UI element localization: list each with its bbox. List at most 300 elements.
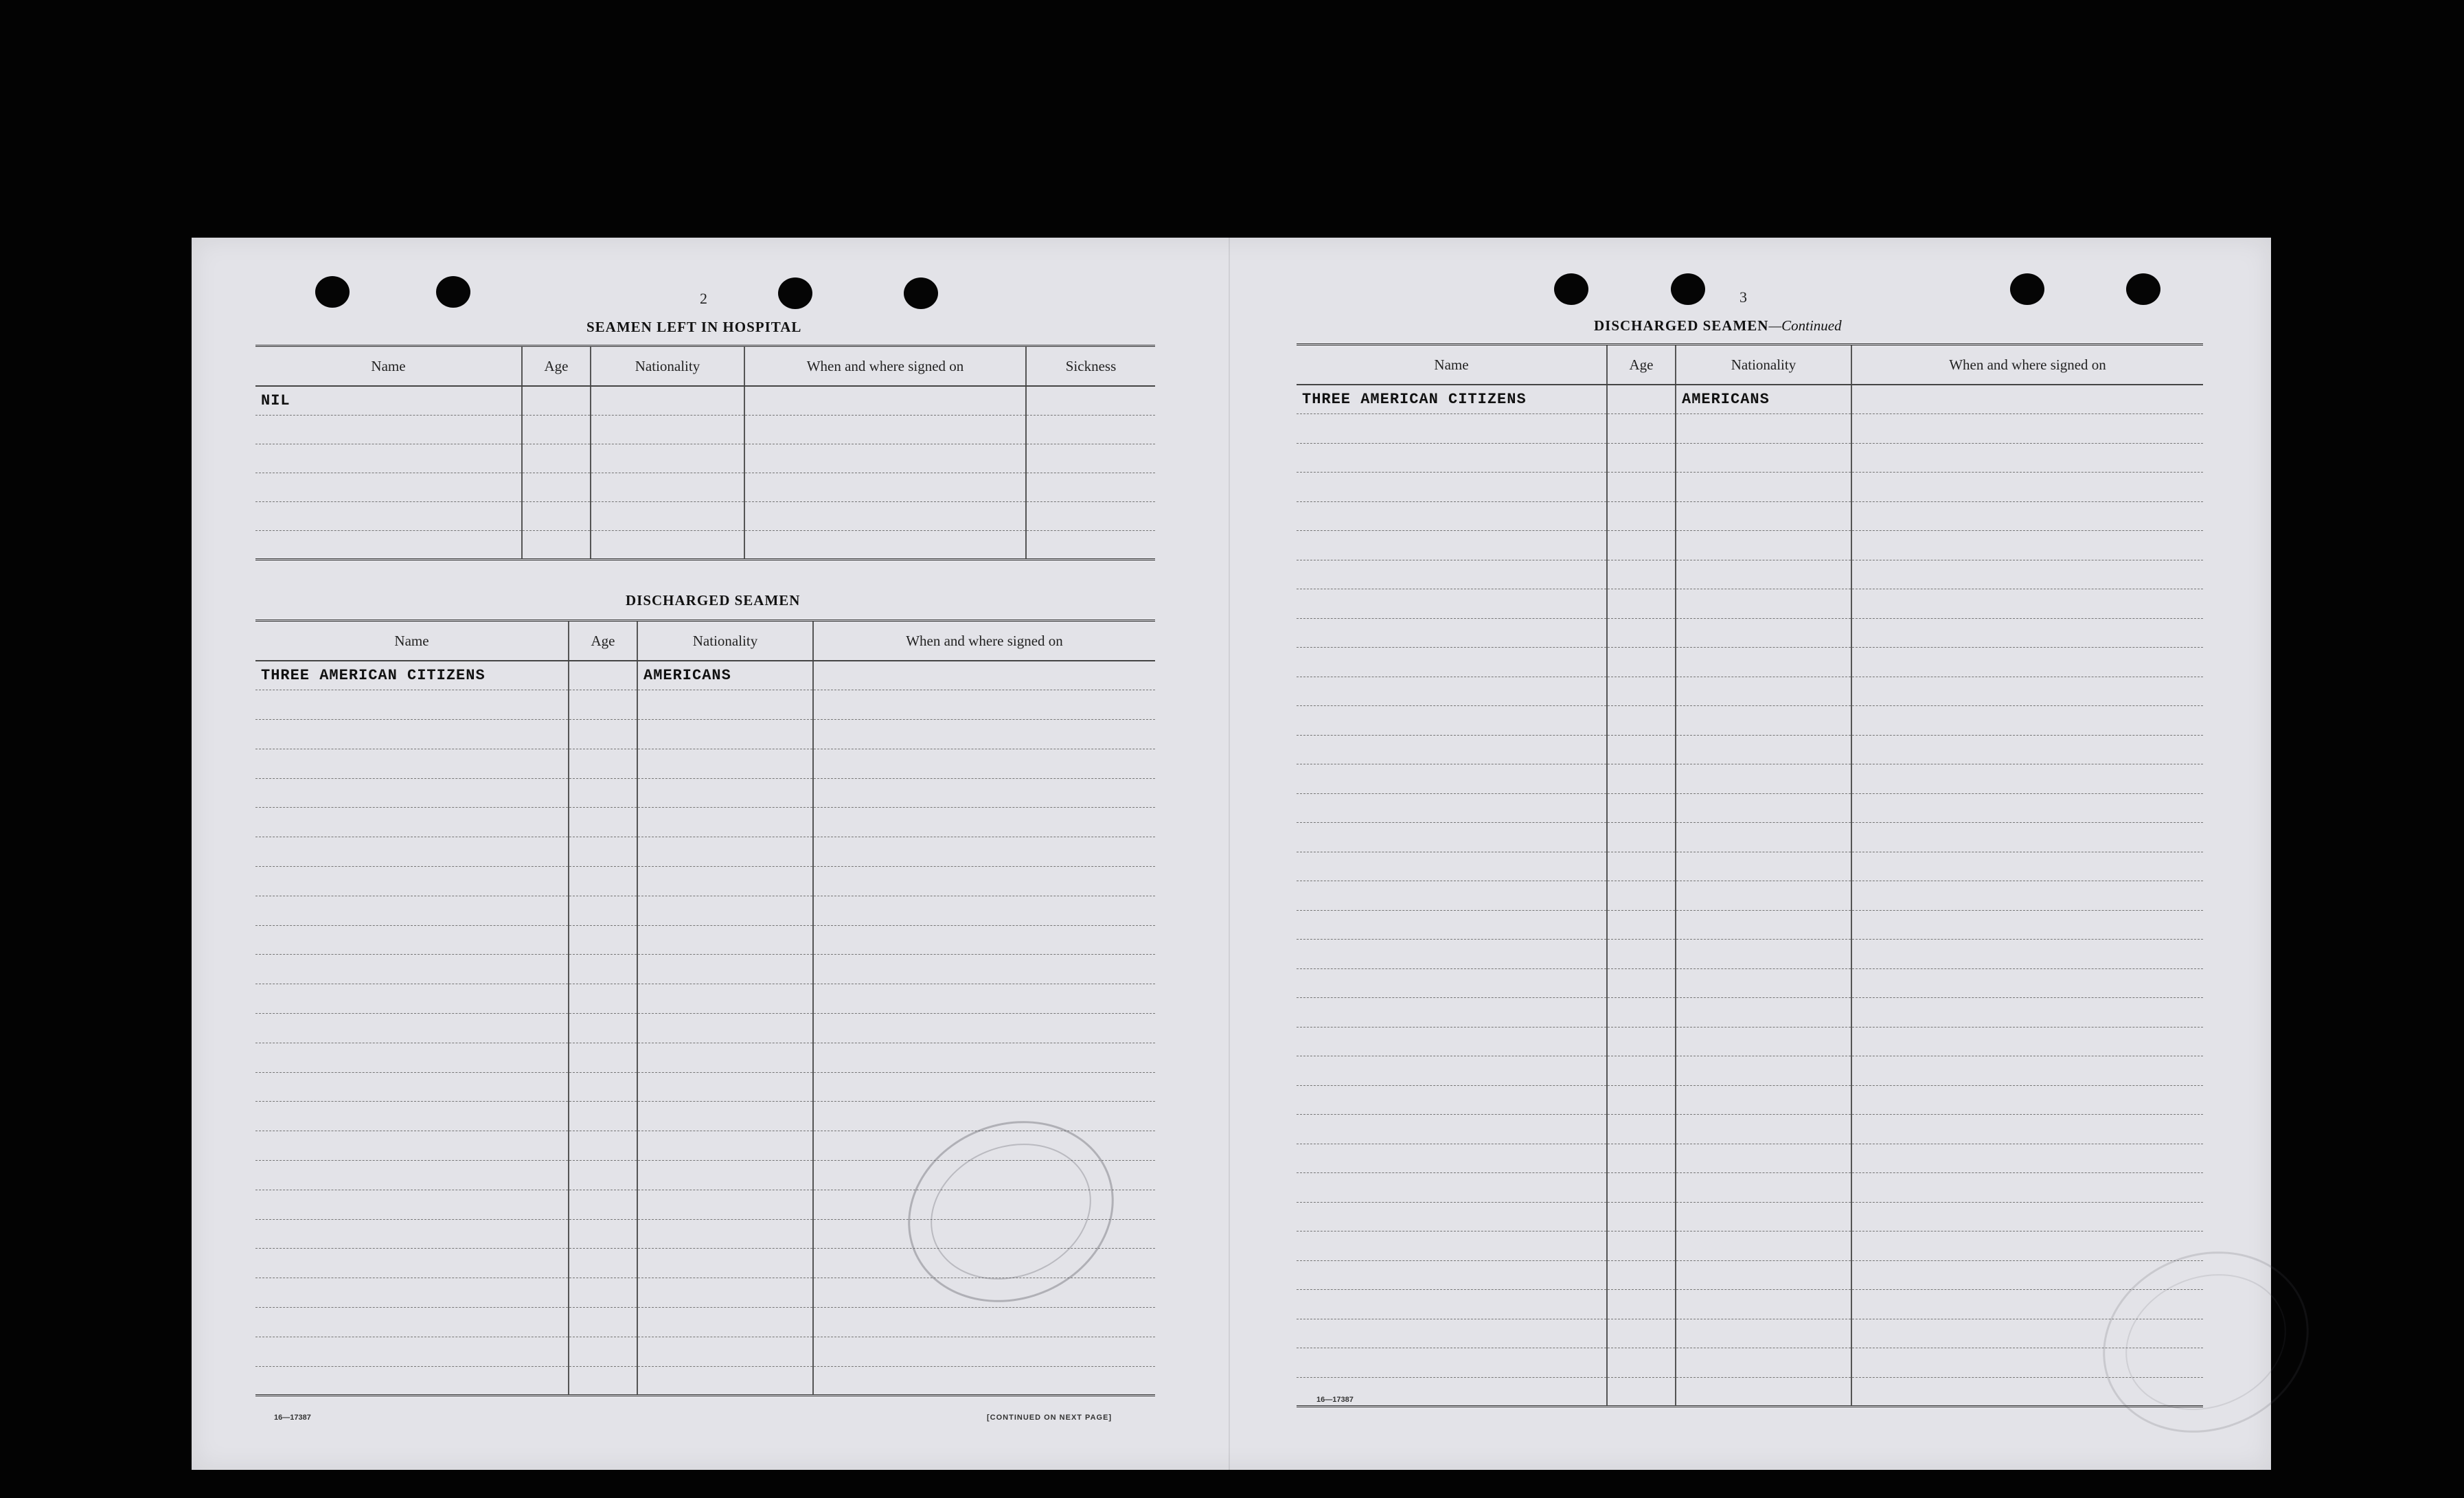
table-cell	[813, 749, 1155, 778]
table-cell	[591, 530, 744, 559]
table-cell	[569, 984, 637, 1014]
table-cell	[1607, 560, 1676, 589]
table-row	[255, 1366, 1155, 1396]
table-cell	[255, 473, 522, 501]
table-row	[1297, 1260, 2203, 1290]
table-cell	[1676, 1115, 1851, 1144]
table-cell	[1297, 1115, 1607, 1144]
table-cell	[1676, 968, 1851, 998]
table-cell	[637, 867, 813, 896]
punch-hole	[2010, 273, 2044, 305]
table-row	[1297, 735, 2203, 764]
table-row	[1297, 589, 2203, 619]
table-row	[1297, 1115, 2203, 1144]
table-row	[255, 749, 1155, 778]
table-cell	[591, 386, 744, 415]
table-cell	[1297, 1348, 1607, 1378]
discharged-header-row	[255, 621, 1155, 661]
table-row	[255, 661, 1155, 690]
table-cell	[1297, 881, 1607, 911]
table-cell	[1297, 473, 1607, 502]
table-cell	[1607, 1056, 1676, 1086]
table-cell	[744, 501, 1026, 530]
column-header: Name	[255, 621, 569, 661]
table-cell	[1297, 823, 1607, 852]
table-cell	[1297, 764, 1607, 794]
table-cell	[1851, 1232, 2203, 1261]
table-cell	[744, 386, 1026, 415]
table-cell	[1607, 823, 1676, 852]
table-cell	[569, 1366, 637, 1396]
table-cell	[569, 1102, 637, 1131]
table-cell	[1607, 998, 1676, 1028]
table-cell	[1297, 1027, 1607, 1056]
form-code-right: 16—17387	[1316, 1396, 1354, 1404]
table-cell	[744, 530, 1026, 559]
table-cell: THREE AMERICAN CITIZENS	[255, 661, 569, 690]
table-cell	[1607, 1173, 1676, 1203]
table-cell	[255, 1249, 569, 1278]
table-cell	[1851, 998, 2203, 1028]
table-cell	[255, 1161, 569, 1190]
table-cell	[1676, 823, 1851, 852]
table-cell	[813, 1308, 1155, 1337]
table-cell: NIL	[255, 386, 522, 415]
table-cell	[1607, 1348, 1676, 1378]
table-cell	[1607, 1260, 1676, 1290]
table-row	[255, 955, 1155, 984]
table-cell	[522, 386, 591, 415]
table-cell	[1851, 618, 2203, 648]
column-header: Nationality	[1676, 345, 1851, 385]
table-cell	[637, 1072, 813, 1102]
table-cell	[1297, 618, 1607, 648]
table-cell	[569, 661, 637, 690]
column-header: Sickness	[1026, 346, 1155, 387]
table-cell	[1026, 415, 1155, 444]
table-cell	[1607, 706, 1676, 736]
hospital-header-row	[255, 346, 1155, 387]
table-cell	[1297, 1144, 1607, 1173]
table-cell	[255, 1131, 569, 1161]
table-row	[1297, 968, 2203, 998]
table-cell	[569, 1278, 637, 1308]
table-cell	[1607, 1377, 1676, 1407]
table-cell	[1607, 1290, 1676, 1319]
discharged-continued-table	[1297, 343, 2203, 1407]
table-cell	[1607, 589, 1676, 619]
table-row	[1297, 414, 2203, 444]
table-cell	[1297, 998, 1607, 1028]
table-cell	[637, 1014, 813, 1043]
table-cell	[813, 690, 1155, 720]
table-cell	[255, 1072, 569, 1102]
table-cell	[255, 896, 569, 925]
table-cell	[1297, 1085, 1607, 1115]
table-cell	[1676, 1260, 1851, 1290]
column-header: When and where signed on	[813, 621, 1155, 661]
table-cell	[1851, 1202, 2203, 1232]
table-cell	[255, 867, 569, 896]
table-cell	[1676, 1348, 1851, 1378]
table-cell	[1676, 648, 1851, 677]
table-cell	[1676, 473, 1851, 502]
table-row	[1297, 531, 2203, 560]
table-row	[1297, 1056, 2203, 1086]
table-cell	[569, 1131, 637, 1161]
table-cell	[1607, 1115, 1676, 1144]
table-cell	[255, 1190, 569, 1219]
table-cell	[569, 1190, 637, 1219]
table-cell: AMERICANS	[1676, 385, 1851, 414]
table-cell	[1851, 1056, 2203, 1086]
table-cell	[1676, 589, 1851, 619]
table-cell	[1607, 764, 1676, 794]
table-cell	[569, 867, 637, 896]
table-cell	[255, 1366, 569, 1396]
table-cell	[1026, 530, 1155, 559]
table-cell	[813, 896, 1155, 925]
document-sheet	[192, 238, 2271, 1470]
table-cell	[1607, 1085, 1676, 1115]
table-cell	[1676, 706, 1851, 736]
table-cell	[522, 530, 591, 559]
table-cell	[1297, 414, 1607, 444]
table-cell	[1851, 648, 2203, 677]
form-code-left: 16—17387	[274, 1414, 311, 1422]
page-number-right: 3	[1739, 288, 1747, 306]
table-cell	[1676, 501, 1851, 531]
table-row	[1297, 1202, 2203, 1232]
table-cell	[1851, 677, 2203, 706]
table-cell	[591, 501, 744, 530]
column-header: Age	[522, 346, 591, 387]
table-cell	[813, 661, 1155, 690]
table-cell	[255, 501, 522, 530]
continued-note: [CONTINUED ON NEXT PAGE]	[987, 1414, 1113, 1422]
table-row	[1297, 648, 2203, 677]
column-header: Age	[569, 621, 637, 661]
table-cell	[591, 415, 744, 444]
table-cell	[813, 1102, 1155, 1131]
column-header: When and where signed on	[744, 346, 1026, 387]
table-cell	[1676, 443, 1851, 473]
table-cell	[1851, 589, 2203, 619]
table-cell	[813, 808, 1155, 837]
table-cell: AMERICANS	[637, 661, 813, 690]
table-row	[255, 808, 1155, 837]
table-cell	[255, 530, 522, 559]
table-cell	[569, 1308, 637, 1337]
table-cell	[1676, 1377, 1851, 1407]
table-cell	[813, 1043, 1155, 1072]
table-cell	[1676, 793, 1851, 823]
column-header: Age	[1607, 345, 1676, 385]
table-cell	[1851, 793, 2203, 823]
table-cell	[1297, 531, 1607, 560]
table-cell	[744, 444, 1026, 473]
table-cell	[1676, 531, 1851, 560]
table-cell	[569, 837, 637, 867]
table-cell	[255, 690, 569, 720]
table-cell	[637, 984, 813, 1014]
column-header: Nationality	[591, 346, 744, 387]
table-cell	[569, 955, 637, 984]
table-row	[255, 473, 1155, 501]
table-row	[1297, 385, 2203, 414]
table-cell	[813, 720, 1155, 749]
table-cell	[1851, 501, 2203, 531]
table-cell	[255, 1219, 569, 1249]
table-cell	[1607, 473, 1676, 502]
table-cell	[1297, 940, 1607, 969]
table-cell	[1297, 560, 1607, 589]
table-cell	[1607, 881, 1676, 911]
table-cell	[255, 808, 569, 837]
punch-hole	[904, 277, 938, 309]
table-row	[1297, 823, 2203, 852]
table-cell	[813, 867, 1155, 896]
table-row	[255, 984, 1155, 1014]
table-cell	[1851, 414, 2203, 444]
table-cell	[744, 415, 1026, 444]
table-cell	[1676, 998, 1851, 1028]
table-cell	[255, 1337, 569, 1366]
table-cell	[1676, 1144, 1851, 1173]
table-cell	[255, 925, 569, 955]
table-cell	[1851, 385, 2203, 414]
table-cell	[1607, 735, 1676, 764]
table-cell	[1851, 1144, 2203, 1173]
table-cell	[1851, 764, 2203, 794]
table-cell	[1297, 501, 1607, 531]
table-row	[1297, 1173, 2203, 1203]
table-row	[255, 867, 1155, 896]
table-cell	[1026, 501, 1155, 530]
table-cell	[1676, 560, 1851, 589]
table-row	[255, 1072, 1155, 1102]
table-cell	[637, 808, 813, 837]
table-cell	[1607, 793, 1676, 823]
table-cell	[813, 984, 1155, 1014]
table-cell	[1297, 589, 1607, 619]
discharged-section-title: DISCHARGED SEAMEN	[626, 592, 801, 609]
table-row	[1297, 998, 2203, 1028]
table-row	[1297, 443, 2203, 473]
table-row	[255, 501, 1155, 530]
table-cell	[1676, 618, 1851, 648]
table-cell	[1851, 940, 2203, 969]
table-cell	[569, 925, 637, 955]
table-cell	[255, 1102, 569, 1131]
table-cell	[569, 1043, 637, 1072]
table-cell	[1607, 385, 1676, 414]
table-cell	[1851, 531, 2203, 560]
table-cell	[1851, 735, 2203, 764]
table-cell	[1607, 648, 1676, 677]
table-cell	[1297, 706, 1607, 736]
table-row	[255, 720, 1155, 749]
table-row	[1297, 706, 2203, 736]
table-cell	[569, 1249, 637, 1278]
table-row	[1297, 618, 2203, 648]
table-row	[255, 530, 1155, 559]
table-cell	[591, 473, 744, 501]
table-cell	[1297, 1056, 1607, 1086]
table-cell	[1297, 735, 1607, 764]
table-row	[255, 925, 1155, 955]
table-cell	[255, 749, 569, 778]
table-row	[255, 837, 1155, 867]
table-cell	[1676, 735, 1851, 764]
table-row	[1297, 1290, 2203, 1319]
table-row	[1297, 1348, 2203, 1378]
table-cell	[522, 444, 591, 473]
table-cell	[1851, 881, 2203, 911]
table-cell	[637, 925, 813, 955]
table-cell	[1607, 910, 1676, 940]
table-cell	[1676, 677, 1851, 706]
table-cell	[255, 720, 569, 749]
table-cell	[255, 444, 522, 473]
punch-hole	[1554, 273, 1588, 305]
table-cell	[1676, 1027, 1851, 1056]
table-cell	[1297, 1319, 1607, 1348]
table-row	[1297, 793, 2203, 823]
table-cell	[1026, 473, 1155, 501]
table-cell	[637, 1366, 813, 1396]
table-cell	[637, 1308, 813, 1337]
table-row	[1297, 1319, 2203, 1348]
table-cell	[1676, 1085, 1851, 1115]
table-cell	[569, 1161, 637, 1190]
table-cell	[255, 955, 569, 984]
table-cell	[522, 415, 591, 444]
table-row	[1297, 852, 2203, 881]
page-fold	[1229, 238, 1230, 1470]
table-cell	[637, 778, 813, 808]
table-cell	[1676, 1290, 1851, 1319]
table-cell	[1851, 823, 2203, 852]
table-cell	[637, 1249, 813, 1278]
table-cell	[813, 955, 1155, 984]
table-row	[1297, 560, 2203, 589]
table-row	[255, 690, 1155, 720]
table-cell	[1607, 1232, 1676, 1261]
table-cell	[1297, 648, 1607, 677]
discharged-continued-title-text: DISCHARGED SEAMEN	[1594, 317, 1769, 334]
table-cell	[1297, 793, 1607, 823]
table-row	[255, 1014, 1155, 1043]
table-row	[255, 444, 1155, 473]
table-cell	[1297, 1173, 1607, 1203]
table-cell	[1607, 1027, 1676, 1056]
table-cell	[569, 808, 637, 837]
table-cell	[1851, 1027, 2203, 1056]
table-cell	[637, 1043, 813, 1072]
column-header: Name	[1297, 345, 1607, 385]
table-cell	[569, 749, 637, 778]
table-cell	[1026, 444, 1155, 473]
table-row	[255, 896, 1155, 925]
table-cell	[522, 473, 591, 501]
table-cell	[637, 1337, 813, 1366]
table-row	[1297, 764, 2203, 794]
table-cell	[1851, 1173, 2203, 1203]
table-cell	[637, 720, 813, 749]
table-row	[255, 1337, 1155, 1366]
table-cell	[255, 837, 569, 867]
table-cell	[1851, 473, 2203, 502]
table-cell	[744, 473, 1026, 501]
table-cell	[1851, 1115, 2203, 1144]
table-cell	[255, 1043, 569, 1072]
table-row	[1297, 501, 2203, 531]
table-cell	[1676, 910, 1851, 940]
table-row	[255, 1043, 1155, 1072]
table-cell	[1676, 764, 1851, 794]
table-cell	[1851, 968, 2203, 998]
table-cell	[813, 925, 1155, 955]
table-cell	[1676, 1232, 1851, 1261]
table-cell	[569, 1337, 637, 1366]
table-cell	[255, 1014, 569, 1043]
table-cell	[569, 1014, 637, 1043]
table-row	[255, 386, 1155, 415]
table-cell	[1297, 443, 1607, 473]
table-cell	[1297, 1232, 1607, 1261]
table-cell	[569, 778, 637, 808]
table-cell	[1607, 1144, 1676, 1173]
table-cell	[1851, 852, 2203, 881]
table-cell	[255, 1308, 569, 1337]
table-cell	[255, 778, 569, 808]
table-cell	[1607, 677, 1676, 706]
table-cell	[1676, 1319, 1851, 1348]
table-row	[1297, 910, 2203, 940]
table-cell	[569, 1072, 637, 1102]
table-cell	[813, 1072, 1155, 1102]
table-cell	[1607, 443, 1676, 473]
table-cell	[1297, 1202, 1607, 1232]
column-header: Name	[255, 346, 522, 387]
table-cell	[813, 1014, 1155, 1043]
table-cell	[522, 501, 591, 530]
table-cell	[637, 896, 813, 925]
table-cell	[255, 984, 569, 1014]
table-row	[1297, 881, 2203, 911]
discharged-continued-title	[1594, 317, 1842, 334]
table-cell	[1607, 1319, 1676, 1348]
table-row	[255, 778, 1155, 808]
table-cell	[637, 955, 813, 984]
table-cell	[1851, 443, 2203, 473]
continued-suffix: —Continued	[1768, 317, 1842, 334]
table-cell	[1676, 1173, 1851, 1203]
table-cell	[255, 415, 522, 444]
table-cell	[813, 778, 1155, 808]
hospital-section-title: SEAMEN LEFT IN HOSPITAL	[586, 319, 802, 335]
column-header: Nationality	[637, 621, 813, 661]
discharged-continued-header-row	[1297, 345, 2203, 385]
table-row	[1297, 1027, 2203, 1056]
table-row	[255, 415, 1155, 444]
table-cell	[637, 749, 813, 778]
table-cell	[591, 444, 744, 473]
table-cell	[637, 1161, 813, 1190]
table-cell	[1607, 531, 1676, 560]
table-cell	[1297, 852, 1607, 881]
